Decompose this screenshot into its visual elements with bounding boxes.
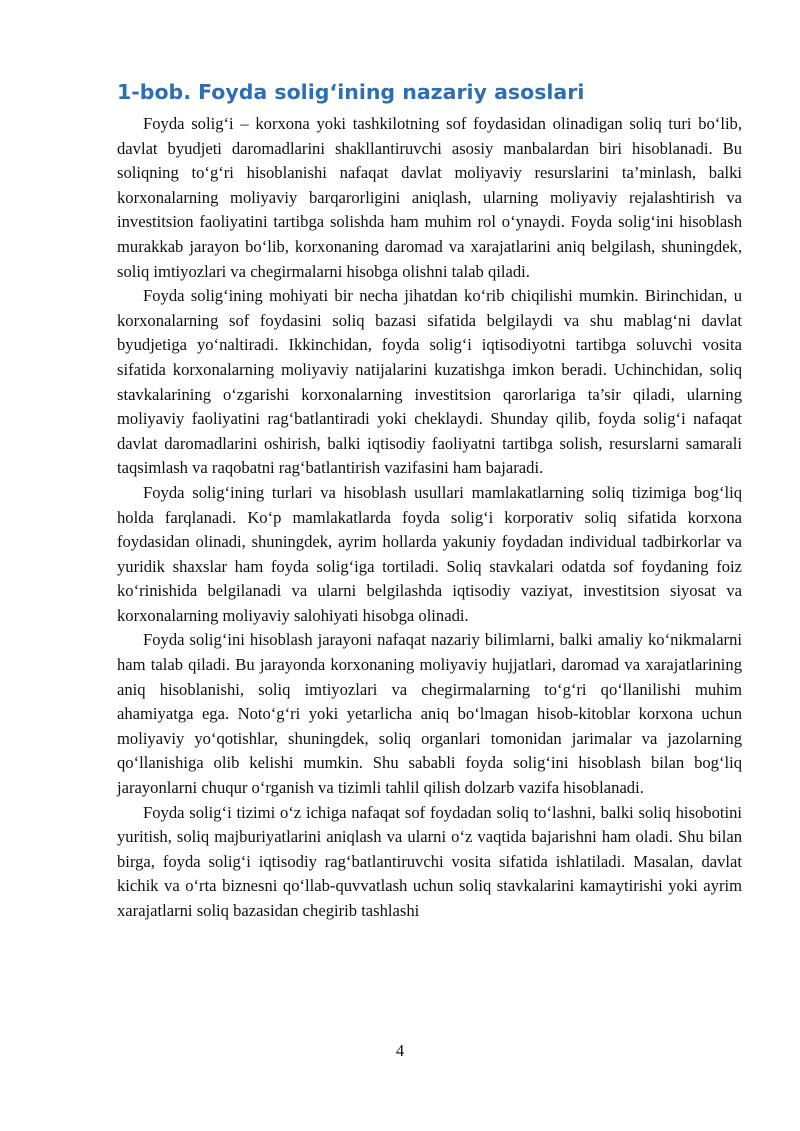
page-number: 4 — [395, 1041, 405, 1060]
paragraph: Foyda solig‘ining turlari va hisoblash usullari mamlakatlarning soliq tizimiga bog‘liq holda farqlanadi. Ko‘p mamlakatlarda foyda solig‘i korporativ soliq sifatida korxona foydasidan olinadi, shuningdek, ayrim hollarda yakuniy foydadan individual tadbirkorlar va yuridik shaxslar ham foyda solig‘iga tortiladi. Soliq stavkalari odatda sof foydaning foiz ko‘rinishida belgilanadi va ularni belgilashda iqtisodiy vaziyat, investitsion siyosat va korxonalarning moliyaviy salohiyati hisobga olinadi. — [117, 482, 742, 625]
chapter-title: 1-bob. Foyda solig‘ining nazariy asoslari — [117, 80, 585, 104]
paragraph: Foyda solig‘i – korxona yoki tashkilotning sof foydasidan olinadigan soliq turi bo‘lib, davlat byudjeti daromadlarini shakllantiruvchi asosiy manbalardan biri hisoblanadi. Bu soliqning to‘g‘ri hisoblanishi nafaqat davlat moliyaviy resurslarini ta’minlash, balki korxonalarning moliyaviy barqarorligini aniqlash, ularning moliyaviy rejalashtirish va investitsion faoliyatini tartibga solishda ham muhim rol o‘ynaydi. Foyda solig‘ini hisoblash murakkab jarayon bo‘lib, korxonaning daromad va xarajatlarini aniq belgilash, shuningdek, soliq imtiyozlari va chegirmalarni hisobga olishni talab qiladi. — [117, 114, 742, 281]
paragraph: Foyda solig‘i tizimi o‘z ichiga nafaqat sof foydadan soliq to‘lashni, balki soliq hisobotini yuritish, soliq majburiyatlarini aniqlash va ularni o‘z vaqtida bajarishni ham oladi. Shu bilan birga, foyda solig‘i iqtisodiy rag‘batlantiruvchi vosita sifatida ishlatiladi. Masalan, davlat kichik va o‘rta biznesni qo‘llab-quvvatlash uchun soliq stavkalarini kamaytirishi yoki ayrim xarajatlarni soliq bazasidan chegirib tashlashi — [117, 802, 742, 920]
paragraph: Foyda solig‘ini hisoblash jarayoni nafaqat nazariy bilimlarni, balki amaliy ko‘nikmalarni ham talab qiladi. Bu jarayonda korxonaning moliyaviy hujjatlari, daromad va xarajatlarining aniq hisoblanishi, soliq imtiyozlari va chegirmalarning to‘g‘ri qo‘llanilishi muhim ahamiyatga ega. Noto‘g‘ri yoki yetarlicha aniq bo‘lmagan hisob-kitoblar korxona uchun moliyaviy yo‘qotishlar, shuningdek, soliq organlari tomonidan jarimalar va jazolarning qo‘llanishiga olib kelishi mumkin. Shu sababli foyda solig‘ini hisoblash bilan bog‘liq jarayonlarni chuqur o‘rganish va tizimli tahlil qilish dolzarb vazifa hisoblanadi. — [117, 630, 742, 798]
page-content — [117, 78, 742, 924]
paragraph: Foyda solig‘ining mohiyati bir necha jihatdan ko‘rib chiqilishi mumkin. Birinchidan, u korxonalarning sof foydasini soliq bazasi sifatida belgilaydi va shu mablag‘ni davlat byudjetiga yo‘naltiradi. Ikkinchidan, foyda solig‘i iqtisodiyotni tartibga soluvchi vosita sifatida korxonalarning moliyaviy natijalarini kuzatishga imkon beradi. Uchinchidan, soliq stavkalarining o‘zgarishi korxonalarning investitsion qarorlariga ta’sir qiladi, ularning moliyaviy faoliyatini rag‘batlantiradi yoki cheklaydi. Shunday qilib, foyda solig‘i nafaqat davlat daromadlarini oshirish, balki iqtisodiy faoliyatni tartibga solish, resurslarni samarali taqsimlash va raqobatni rag‘batlantirish vazifasini ham bajaradi. — [117, 286, 742, 478]
